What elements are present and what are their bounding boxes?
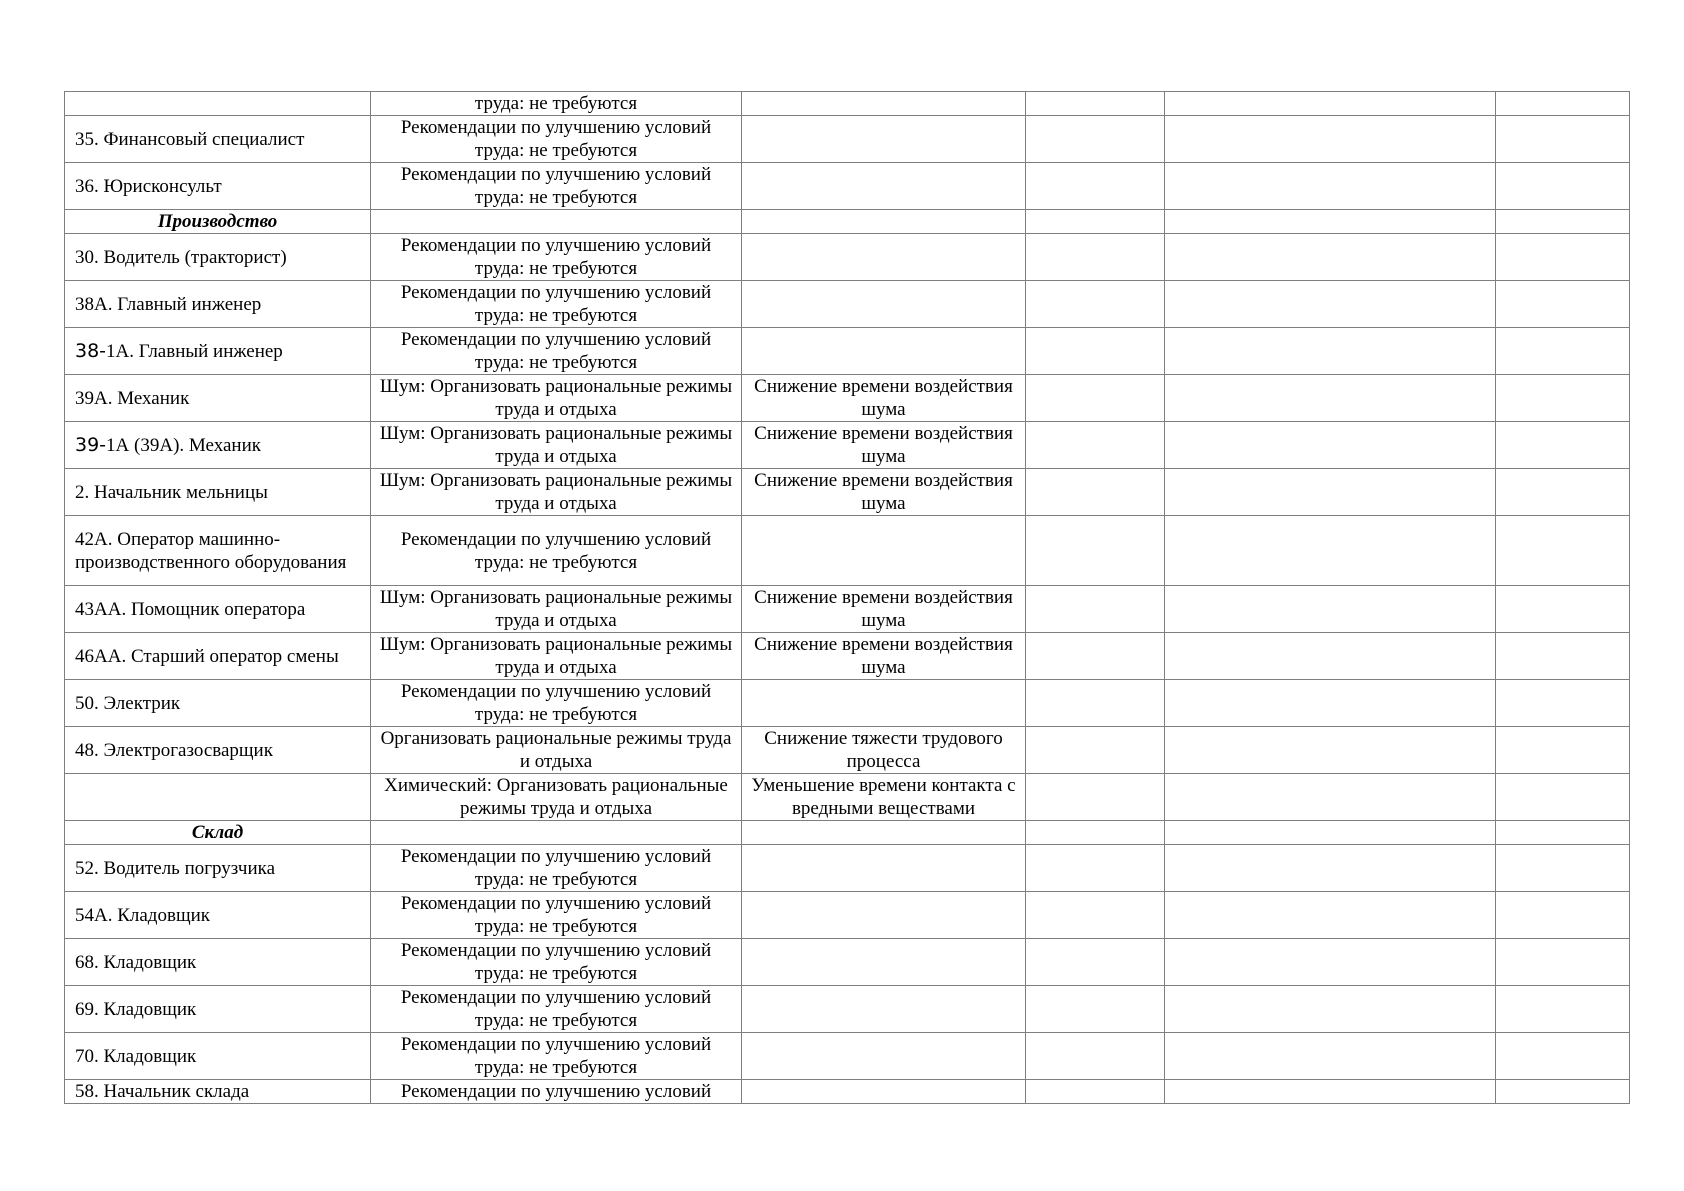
table-row	[65, 516, 1630, 586]
recommendation-cell: Организовать рациональные режимы труда и отдыха	[371, 727, 742, 774]
goal-cell: Снижение времени воздействия шума	[742, 633, 1026, 680]
table-row	[65, 422, 1630, 469]
section-row	[65, 210, 1630, 234]
recommendation-cell: Шум: Организовать рациональные режимы труда и отдыха	[371, 422, 742, 469]
empty-cell	[1165, 1080, 1496, 1104]
empty-cell	[1496, 210, 1630, 234]
empty-cell	[1165, 281, 1496, 328]
table-row	[65, 375, 1630, 422]
empty-cell	[1496, 727, 1630, 774]
table-row	[65, 633, 1630, 680]
empty-cell	[1496, 1080, 1630, 1104]
empty-cell	[1496, 328, 1630, 375]
position-text: 38А. Главный инженер	[75, 293, 262, 315]
goal-cell	[742, 516, 1026, 586]
goal-cell	[742, 1080, 1026, 1104]
position-text: 1А. Главный инженер	[106, 340, 283, 362]
recommendation-cell: Рекомендации по улучшению условий	[371, 1080, 742, 1104]
position-cell	[65, 469, 371, 516]
position-cell	[65, 516, 371, 586]
table-row	[65, 1080, 1630, 1104]
empty-cell	[1496, 375, 1630, 422]
table-row	[65, 163, 1630, 210]
recommendation-cell: Химический: Организовать рациональные режимы труда и отдыха	[371, 774, 742, 821]
empty-cell	[1496, 163, 1630, 210]
position-cell	[65, 892, 371, 939]
recommendation-cell: Рекомендации по улучшению условий труда: не требуются	[371, 1033, 742, 1080]
recommendation-cell: Рекомендации по улучшению условий труда: не требуются	[371, 328, 742, 375]
empty-cell	[1165, 986, 1496, 1033]
empty-cell	[1026, 116, 1165, 163]
empty-cell	[1496, 680, 1630, 727]
table-row	[65, 939, 1630, 986]
empty-cell	[1496, 586, 1630, 633]
empty-cell	[1165, 821, 1496, 845]
table-row	[65, 92, 1630, 116]
goal-cell	[742, 328, 1026, 375]
empty-cell	[1496, 986, 1630, 1033]
empty-cell	[1165, 163, 1496, 210]
position-cell	[65, 234, 371, 281]
empty-cell	[1165, 210, 1496, 234]
empty-cell	[1026, 680, 1165, 727]
position-cell	[65, 586, 371, 633]
goal-cell	[742, 986, 1026, 1033]
position-text: 50. Электрик	[75, 692, 181, 714]
position-text: 43АА. Помощник оператора	[75, 598, 306, 620]
position-text: 48. Электрогазосварщик	[75, 739, 273, 761]
position-prefix: 39-	[75, 433, 107, 456]
goal-cell: Снижение тяжести трудового процесса	[742, 727, 1026, 774]
empty-cell	[1026, 845, 1165, 892]
empty-cell	[1496, 892, 1630, 939]
position-text: 52. Водитель погрузчика	[75, 857, 276, 879]
goal-cell: Уменьшение времени контакта с вредными веществами	[742, 774, 1026, 821]
table-row	[65, 680, 1630, 727]
position-text: 2. Начальник мельницы	[75, 481, 268, 503]
position-text: 35. Финансовый специалист	[75, 128, 305, 150]
empty-cell	[1496, 821, 1630, 845]
empty-cell	[1026, 986, 1165, 1033]
position-cell	[65, 1033, 371, 1080]
empty-cell	[1165, 92, 1496, 116]
empty-cell	[1165, 727, 1496, 774]
goal-cell	[742, 939, 1026, 986]
empty-cell	[1165, 1033, 1496, 1080]
empty-cell	[1026, 210, 1165, 234]
empty-cell	[1496, 92, 1630, 116]
goal-cell	[742, 234, 1026, 281]
position-cell	[65, 845, 371, 892]
empty-cell	[1165, 633, 1496, 680]
empty-cell	[1496, 469, 1630, 516]
table-row	[65, 328, 1630, 375]
empty-cell	[1026, 163, 1165, 210]
recommendation-cell: Рекомендации по улучшению условий труда: не требуются	[371, 986, 742, 1033]
recommendation-cell: Рекомендации по улучшению условий труда: не требуются	[371, 516, 742, 586]
empty-cell	[742, 210, 1026, 234]
table-row	[65, 845, 1630, 892]
goal-cell	[742, 845, 1026, 892]
recommendation-cell: Шум: Организовать рациональные режимы труда и отдыха	[371, 375, 742, 422]
empty-cell	[1026, 821, 1165, 845]
recommendation-cell: Рекомендации по улучшению условий труда: не требуются	[371, 845, 742, 892]
goal-cell	[742, 680, 1026, 727]
goal-cell: Снижение времени воздействия шума	[742, 375, 1026, 422]
position-text: 54А. Кладовщик	[75, 904, 210, 926]
table-row	[65, 469, 1630, 516]
goal-cell	[742, 892, 1026, 939]
section-row	[65, 821, 1630, 845]
empty-cell	[1496, 234, 1630, 281]
recommendation-cell: Рекомендации по улучшению условий труда: не требуются	[371, 116, 742, 163]
empty-cell	[1026, 516, 1165, 586]
position-cell	[65, 1080, 371, 1104]
empty-cell	[742, 821, 1026, 845]
position-cell	[65, 986, 371, 1033]
empty-cell	[1026, 892, 1165, 939]
goal-cell: Снижение времени воздействия шума	[742, 586, 1026, 633]
goal-cell	[742, 116, 1026, 163]
empty-cell	[1026, 375, 1165, 422]
recommendation-cell: Рекомендации по улучшению условий труда: не требуются	[371, 680, 742, 727]
empty-cell	[1026, 92, 1165, 116]
recommendation-cell: Шум: Организовать рациональные режимы труда и отдыха	[371, 633, 742, 680]
recommendation-cell: труда: не требуются	[371, 92, 742, 116]
position-cell	[65, 680, 371, 727]
empty-cell	[1026, 1033, 1165, 1080]
empty-cell	[1496, 116, 1630, 163]
empty-cell	[1496, 516, 1630, 586]
recommendation-cell: Шум: Организовать рациональные режимы труда и отдыха	[371, 586, 742, 633]
empty-cell	[1496, 845, 1630, 892]
recommendation-cell: Рекомендации по улучшению условий труда: не требуются	[371, 234, 742, 281]
recommendation-cell: Рекомендации по улучшению условий труда: не требуются	[371, 163, 742, 210]
table-body	[65, 92, 1630, 1104]
empty-cell	[1026, 633, 1165, 680]
empty-cell	[1165, 234, 1496, 281]
recommendations-table	[64, 91, 1630, 1104]
empty-cell	[1496, 633, 1630, 680]
empty-cell	[1496, 422, 1630, 469]
goal-cell	[742, 1033, 1026, 1080]
empty-cell	[1165, 892, 1496, 939]
recommendation-cell: Рекомендации по улучшению условий труда: не требуются	[371, 281, 742, 328]
empty-cell	[1165, 939, 1496, 986]
position-text: 42А. Оператор машинно-производственного оборудования	[75, 528, 347, 573]
empty-cell	[1165, 586, 1496, 633]
recommendation-cell: Шум: Организовать рациональные режимы труда и отдыха	[371, 469, 742, 516]
position-cell	[65, 281, 371, 328]
position-cell	[65, 422, 371, 469]
empty-cell	[1026, 586, 1165, 633]
empty-cell	[371, 210, 742, 234]
position-text: 70. Кладовщик	[75, 1045, 197, 1067]
position-text: 1А (39А). Механик	[106, 434, 261, 456]
position-text: 36. Юрисконсульт	[75, 175, 222, 197]
empty-cell	[1496, 774, 1630, 821]
position-cell	[65, 163, 371, 210]
table-row	[65, 234, 1630, 281]
empty-cell	[1496, 281, 1630, 328]
goal-cell	[742, 92, 1026, 116]
empty-cell	[1165, 116, 1496, 163]
table-row	[65, 281, 1630, 328]
position-cell	[65, 633, 371, 680]
position-text: 39А. Механик	[75, 387, 190, 409]
table-row	[65, 727, 1630, 774]
empty-cell	[1165, 845, 1496, 892]
goal-cell: Снижение времени воздействия шума	[742, 469, 1026, 516]
goal-cell	[742, 163, 1026, 210]
position-cell	[65, 727, 371, 774]
position-cell	[65, 375, 371, 422]
table-row	[65, 986, 1630, 1033]
position-cell	[65, 939, 371, 986]
empty-cell	[1026, 469, 1165, 516]
position-prefix: 38-	[75, 339, 107, 362]
table-row	[65, 892, 1630, 939]
empty-cell	[1026, 234, 1165, 281]
empty-cell	[1165, 469, 1496, 516]
section-title: Производство	[65, 210, 371, 234]
empty-cell	[1496, 1033, 1630, 1080]
position-text: 30. Водитель (тракторист)	[75, 246, 287, 268]
empty-cell	[1026, 328, 1165, 375]
position-text: 46АА. Старший оператор смены	[75, 645, 339, 667]
empty-cell	[1165, 516, 1496, 586]
goal-cell: Снижение времени воздействия шума	[742, 422, 1026, 469]
empty-cell	[1496, 939, 1630, 986]
empty-cell	[1026, 1080, 1165, 1104]
empty-cell	[1026, 939, 1165, 986]
empty-cell	[1165, 680, 1496, 727]
table-row	[65, 586, 1630, 633]
recommendation-cell: Рекомендации по улучшению условий труда: не требуются	[371, 892, 742, 939]
empty-cell	[1165, 422, 1496, 469]
position-text: 68. Кладовщик	[75, 951, 197, 973]
position-cell	[65, 116, 371, 163]
empty-cell	[1165, 328, 1496, 375]
empty-cell	[1165, 375, 1496, 422]
position-cell	[65, 92, 371, 116]
table-row	[65, 774, 1630, 821]
empty-cell	[1026, 281, 1165, 328]
section-title: Склад	[65, 821, 371, 845]
goal-cell	[742, 281, 1026, 328]
position-cell	[65, 774, 371, 821]
table-row	[65, 116, 1630, 163]
empty-cell	[371, 821, 742, 845]
position-cell	[65, 328, 371, 375]
empty-cell	[1165, 774, 1496, 821]
position-text: 69. Кладовщик	[75, 998, 197, 1020]
table-row	[65, 1033, 1630, 1080]
empty-cell	[1026, 422, 1165, 469]
empty-cell	[1026, 774, 1165, 821]
empty-cell	[1026, 727, 1165, 774]
recommendation-cell: Рекомендации по улучшению условий труда: не требуются	[371, 939, 742, 986]
position-text: 58. Начальник склада	[75, 1081, 250, 1102]
